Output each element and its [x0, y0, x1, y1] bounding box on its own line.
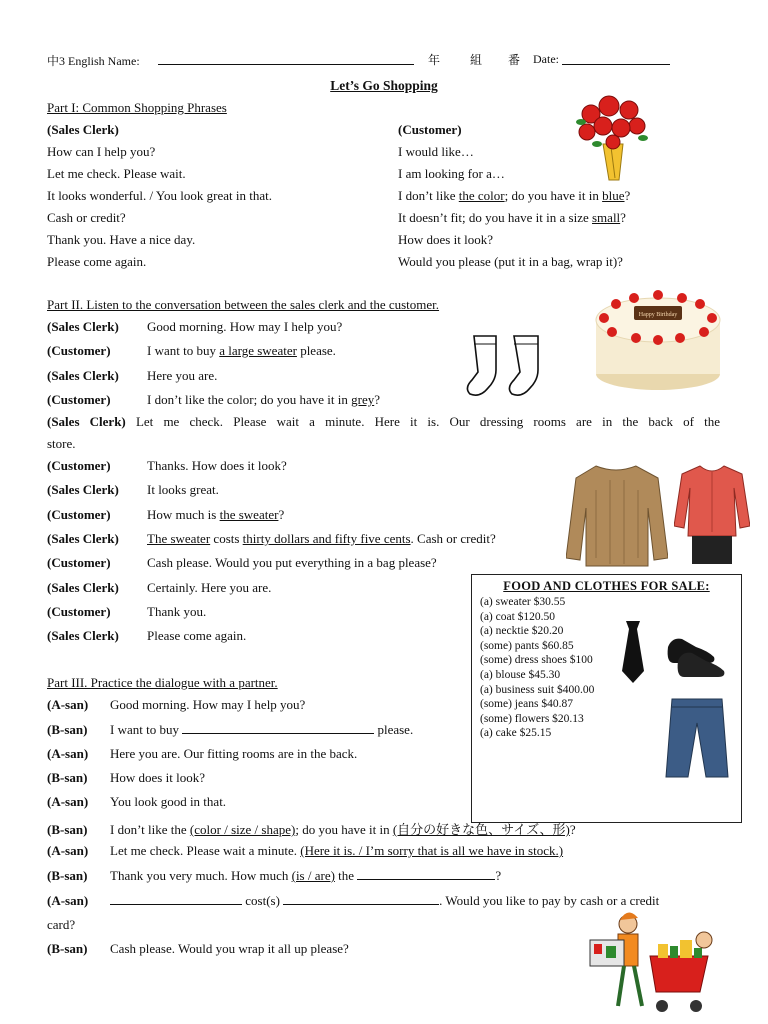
- practice-line: (B-san) I don’t like the (color / size / shape); do you have it in (自分の好きな色、サイズ、形)?: [47, 822, 576, 837]
- dialogue-line: (Sales Clerk) Here you are.: [47, 368, 218, 383]
- practice-line: (B-san) How does it look?: [47, 770, 205, 785]
- customer-phrase: Would you please (put it in a bag, wrap it)?: [398, 254, 623, 269]
- part2-heading: Part II. Listen to the conversation between the sales clerk and the customer.: [47, 297, 440, 312]
- practice-line: (A-san) You look good in that.: [47, 794, 227, 809]
- practice-line-continued: card?: [47, 917, 76, 932]
- page-title: Let’s Go Shopping: [330, 78, 438, 93]
- practice-line: (A-san) Here you are. Our fitting rooms are in the back.: [47, 746, 358, 761]
- dialogue-line: (Sales Clerk) Let me check. Please wait a minute. Here it is. Our dressing rooms are in the back of the: [47, 414, 721, 429]
- practice-line: (A-san) Good morning. How may I help you?: [47, 697, 306, 712]
- practice-line: (B-san) Thank you very much. How much (is / are) the ?: [47, 868, 502, 883]
- sale-item: (a) blouse $45.30: [480, 668, 561, 681]
- sale-item: (some) jeans $40.87: [480, 698, 573, 711]
- header: [47, 52, 140, 69]
- part3-heading: Part III. Practice the dialogue with a partner.: [47, 675, 278, 690]
- sale-item: (a) business suit $400.00: [480, 683, 595, 696]
- dress-shoes-image: [664, 625, 734, 679]
- sale-item: (a) sweater $30.55: [480, 596, 566, 608]
- price-blank[interactable]: [283, 892, 439, 905]
- necktie-image: [618, 619, 648, 685]
- clerk-phrase: Thank you. Have a nice day.: [47, 232, 196, 247]
- flower-bouquet-image: [575, 92, 651, 184]
- socks-image: [464, 332, 548, 402]
- part1-clerk-heading: (Sales Clerk): [47, 122, 119, 137]
- dialogue-line: (Customer) Thank you.: [47, 604, 207, 619]
- name-label: Name:: [107, 54, 140, 68]
- sweater-image: [566, 460, 668, 568]
- number-label: 番: [508, 53, 521, 67]
- dialogue-line: (Sales Clerk) Good morning. How may I help you?: [47, 319, 343, 334]
- sale-title: FOOD AND CLOTHES FOR SALE:: [503, 579, 710, 593]
- item-blank[interactable]: [110, 892, 242, 905]
- dialogue-line: (Sales Clerk) Please come again.: [47, 628, 247, 643]
- name-blank[interactable]: [158, 64, 414, 65]
- clerk-phrase: Let me check. Please wait.: [47, 166, 186, 181]
- part1-heading: Part I: Common Shopping Phrases: [47, 100, 227, 115]
- customer-phrase: I would like…: [398, 144, 474, 159]
- practice-line: (B-san) Cash please. Would you wrap it all up please?: [47, 941, 349, 956]
- practice-line: (A-san) cost(s) . Would you like to pay by cash or a credit: [47, 893, 660, 908]
- sale-item: (some) pants $60.85: [480, 639, 574, 652]
- dialogue-line-continued: store.: [47, 436, 76, 451]
- clerk-phrase: Please come again.: [47, 254, 147, 269]
- dialogue-line: (Customer) I don’t like the color; do you have it in grey?: [47, 392, 380, 407]
- item-blank[interactable]: [182, 721, 374, 734]
- sale-list-box: [471, 574, 742, 823]
- item-blank[interactable]: [357, 867, 495, 880]
- shopping-cart-cartoon-image: [584, 910, 720, 1022]
- practice-line: (A-san) Let me check. Please wait a minute. (Here it is. / I’m sorry that is all we have in stock.): [47, 843, 564, 858]
- dialogue-line: (Customer) Cash please. Would you put everything in a bag please?: [47, 555, 437, 570]
- blouse-image: [674, 462, 750, 568]
- svg-text:Happy Birthday: Happy Birthday: [638, 312, 678, 318]
- sale-item: (some) dress shoes $100: [480, 654, 593, 667]
- dialogue-line: (Customer) I want to buy a large sweater please.: [47, 343, 336, 358]
- customer-phrase: It doesn’t fit; do you have it in a size small?: [398, 210, 626, 225]
- sale-item: (a) cake $25.15: [480, 727, 552, 740]
- group-label: 組: [470, 53, 483, 67]
- part1-customer-heading: (Customer): [398, 122, 462, 137]
- dialogue-line: (Sales Clerk) Certainly. Here you are.: [47, 580, 272, 595]
- clerk-phrase: How can I help you?: [47, 144, 156, 159]
- customer-phrase: How does it look?: [398, 232, 493, 247]
- class-label: 中3 English: [47, 54, 105, 68]
- date-blank[interactable]: [562, 64, 670, 65]
- sale-item: (a) coat $120.50: [480, 610, 556, 623]
- jeans-image: [664, 695, 730, 779]
- date-label: Date:: [533, 52, 559, 66]
- customer-phrase: I am looking for a…: [398, 166, 505, 181]
- clerk-phrase: It looks wonderful. / You look great in that.: [47, 188, 272, 203]
- sale-items: [480, 595, 612, 741]
- dialogue-line: (Sales Clerk) The sweater costs thirty dollars and fifty five cents. Cash or credit?: [47, 531, 496, 546]
- sale-item: (a) necktie $20.20: [480, 625, 564, 638]
- year-label: 年: [428, 53, 441, 67]
- dialogue-line: (Customer) Thanks. How does it look?: [47, 458, 287, 473]
- dialogue-line: (Sales Clerk) It looks great.: [47, 482, 219, 497]
- birthday-cake-image: [592, 282, 724, 394]
- clerk-phrase: Cash or credit?: [47, 210, 126, 225]
- customer-phrase: I don’t like the color; do you have it in blue?: [398, 188, 631, 203]
- sale-item: (some) flowers $20.13: [480, 712, 584, 725]
- dialogue-line: (Customer) How much is the sweater?: [47, 507, 285, 522]
- practice-line: (B-san) I want to buy please.: [47, 722, 414, 737]
